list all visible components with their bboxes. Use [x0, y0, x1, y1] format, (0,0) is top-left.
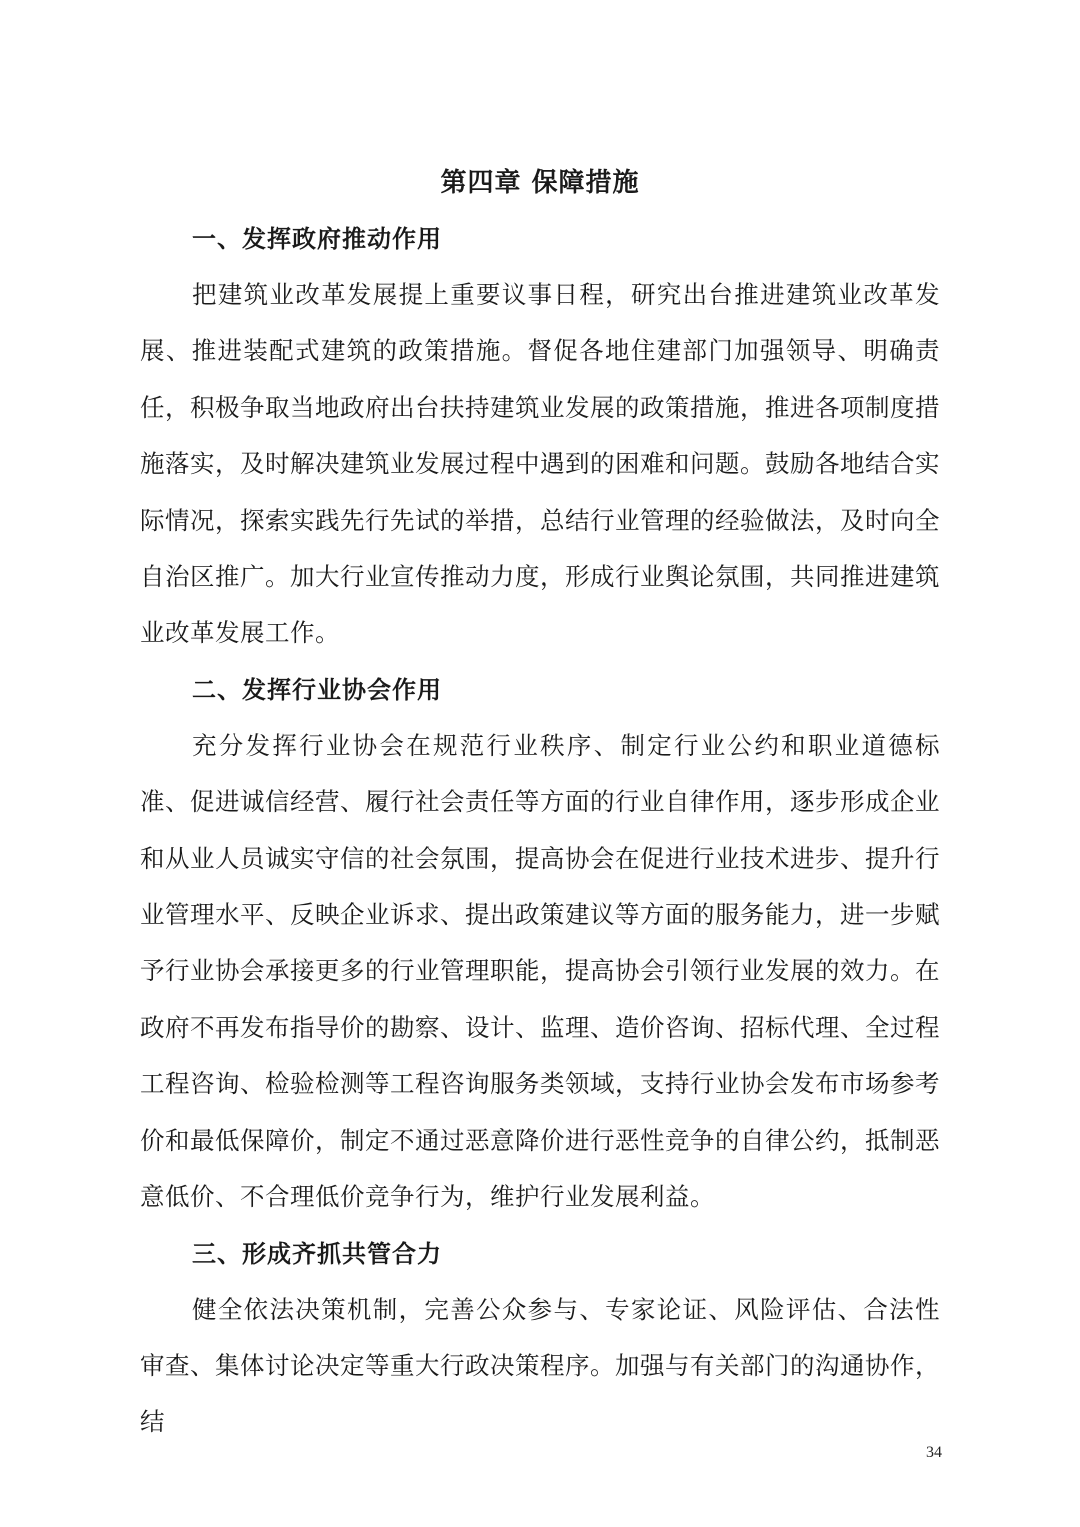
section-heading: 一、发挥政府推动作用 — [192, 225, 442, 253]
section-paragraph: 健全依法决策机制，完善公众参与、专家论证、风险评估、合法性审查、集体讨论决定等重大行政决策程序。加强与有关部门的沟通协作，结 — [140, 1294, 940, 1437]
section-heading: 三、形成齐抓共管合力 — [192, 1239, 442, 1268]
section-1 — [140, 211, 940, 662]
section-3 — [140, 1226, 940, 1451]
page-number: 34 — [926, 1444, 942, 1461]
section-2 — [140, 662, 940, 1226]
chapter-title: 第四章 保障措施 — [440, 168, 640, 198]
section-heading: 二、发挥行业协会作用 — [192, 675, 442, 704]
section-paragraph: 充分发挥行业协会在规范行业秩序、制定行业公约和职业道德标准、促进诚信经营、履行社会责任等方面的行业自律作用，逐步形成企业和从业人员诚实守信的社会氛围，提高协会在促进行业技术进步、提升行业管理水平、反映企业诉求、提出政策建议等方面的服务能力，进一步赋予行业协会承接更多的行业管理职能，提高协会引领行业发展的效力。在政府不再发布指导价的勘察、设计、监理、造价咨询、招标代理、全过程工程咨询、检验检测等工程咨询服务类领域，支持行业协会发布市场参考价和最低保障价，制定不通过恶意降价进行恶性竞争的自律公约，抵制恶意低价、不合理低价竞争行为，维护行业发展利益。 — [140, 730, 940, 1212]
section-paragraph: 把建筑业改革发展提上重要议事日程，研究出台推进建筑业改革发展、推进装配式建筑的政策措施。督促各地住建部门加强领导、明确责任，积极争取当地政府出台扶持建筑业发展的政策措施，推进各项制度措施落实，及时解决建筑业发展过程中遇到的困难和问题。鼓励各地结合实际情况，探索实践先行先试的举措，总结行业管理的经验做法，及时向全自治区推广。加大行业宣传推动力度，形成行业舆论氛围，共同推进建筑业改革发展工作。 — [140, 280, 940, 648]
document-page — [140, 155, 940, 1451]
